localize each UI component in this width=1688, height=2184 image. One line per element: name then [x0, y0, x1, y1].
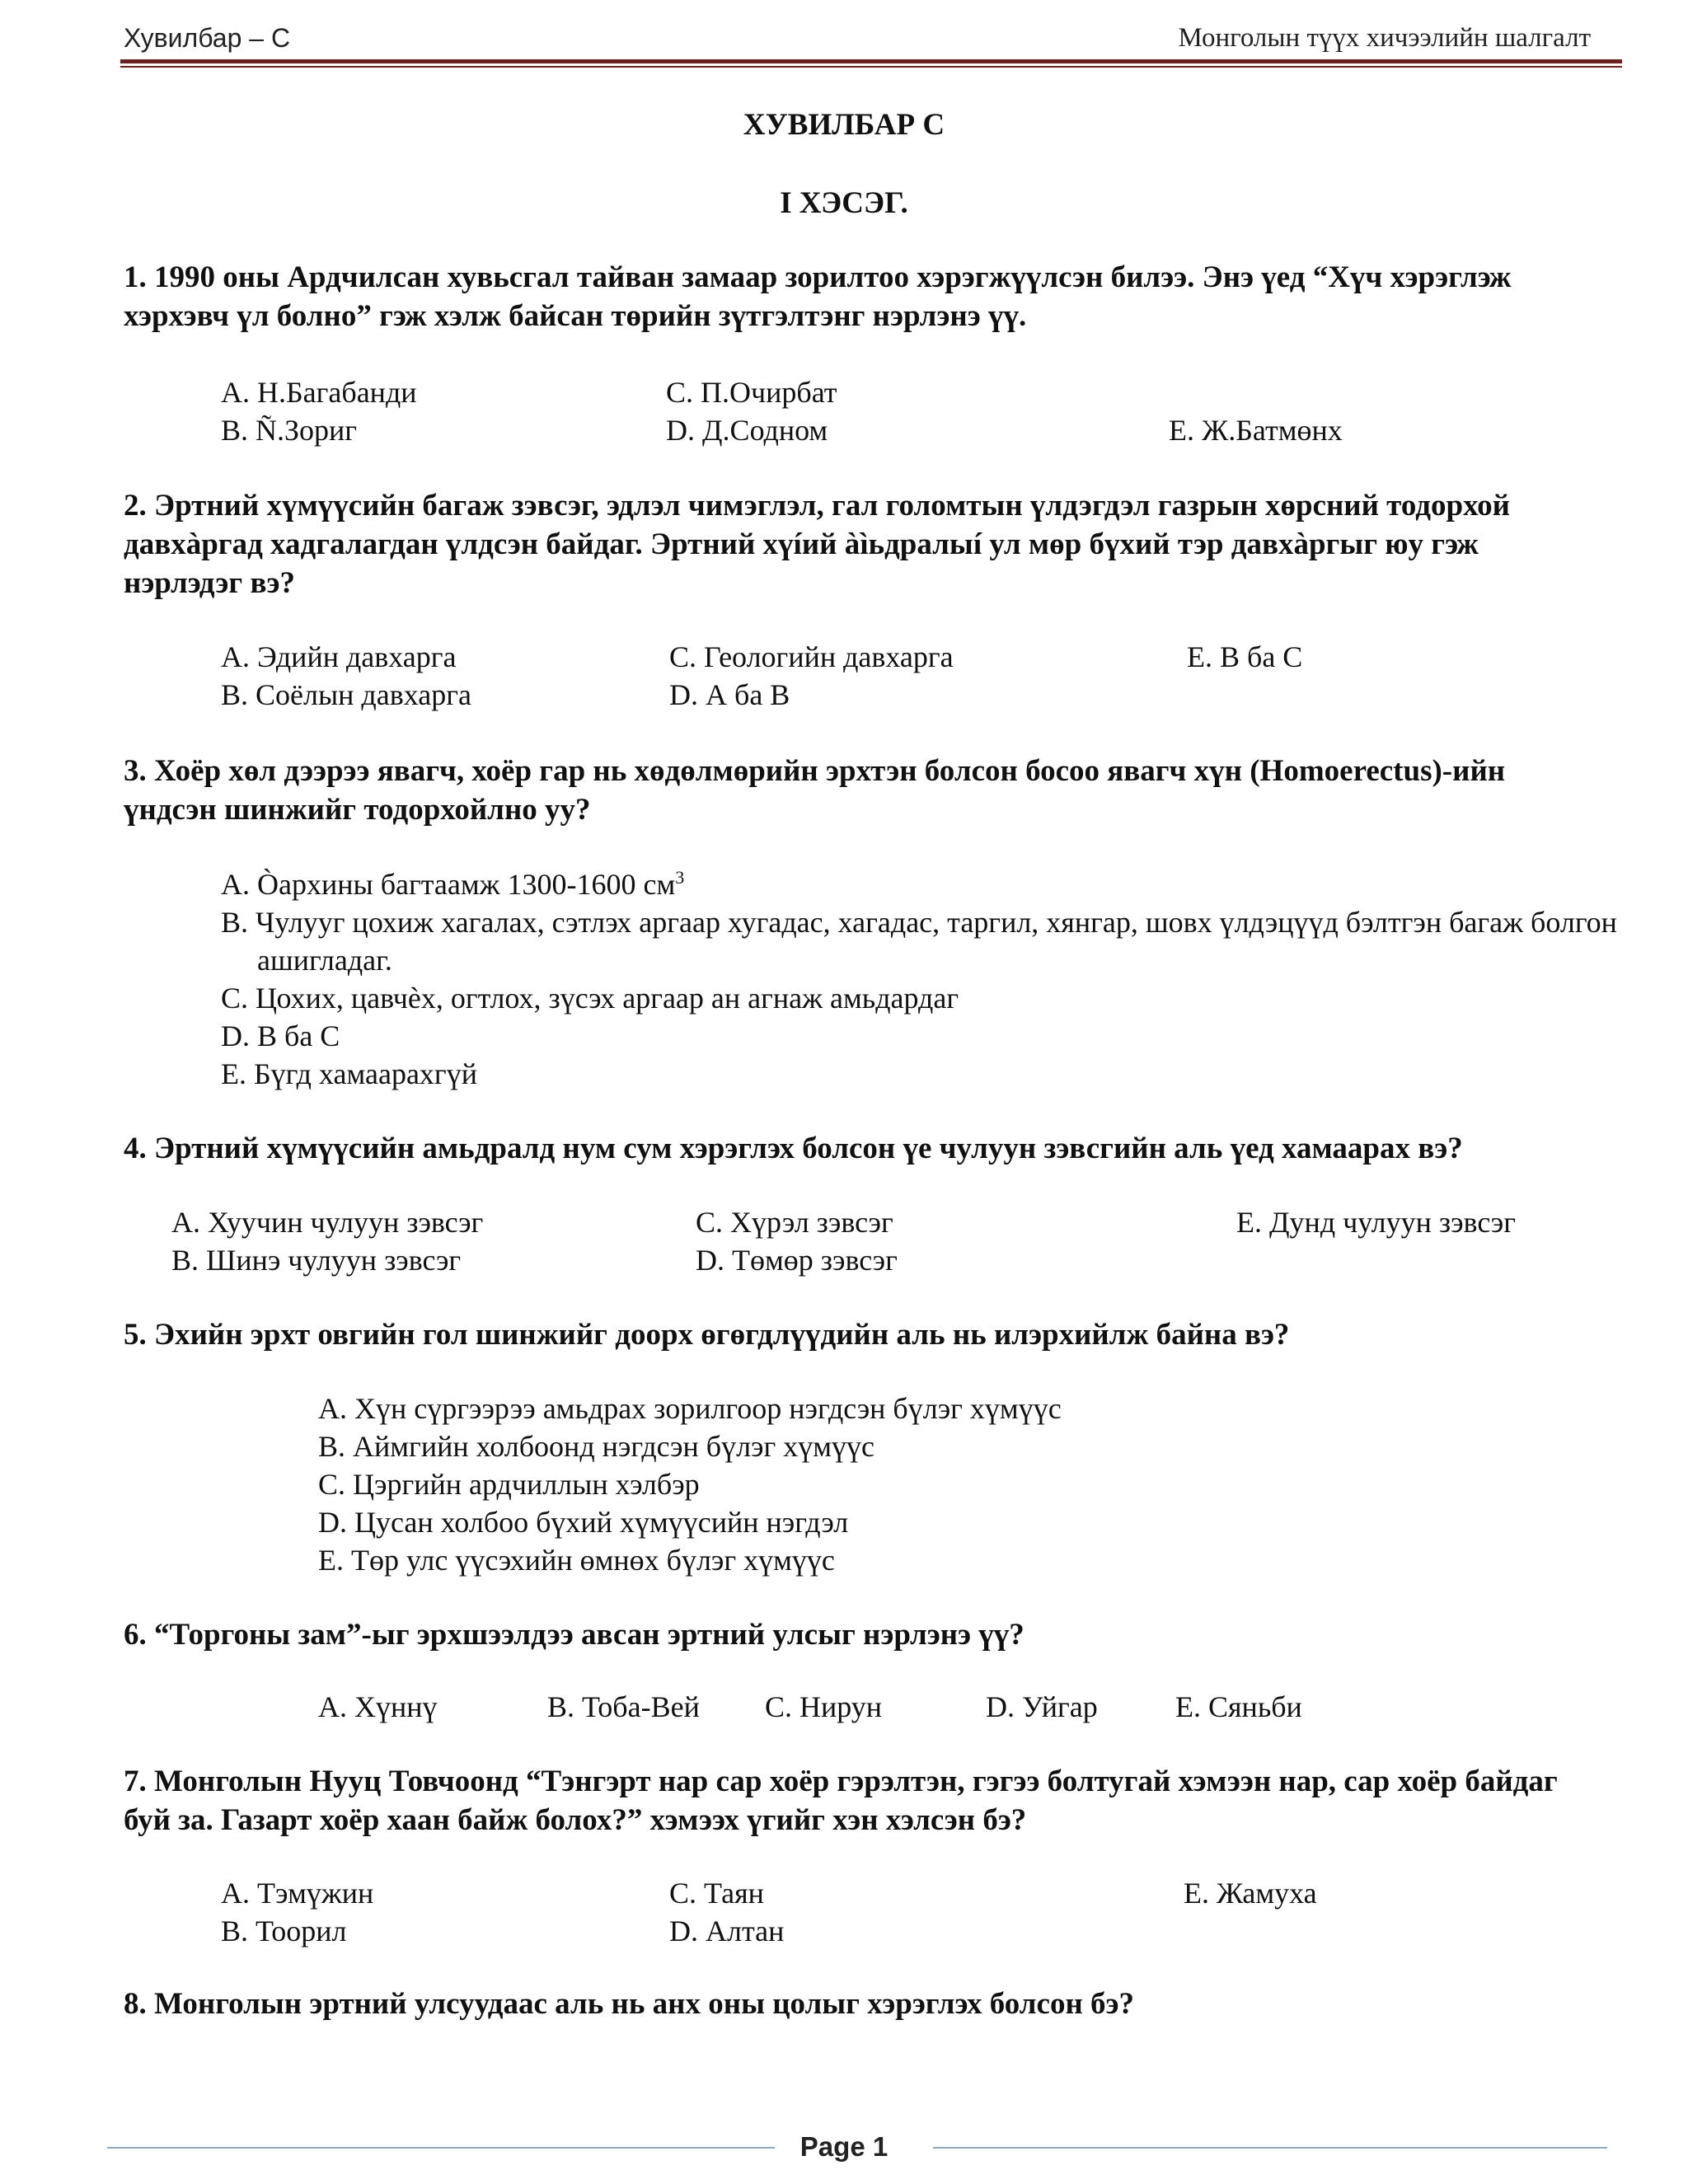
question-7: 7. Монголын Нууц Товчоонд “Тэнгэрт нар сар хоёр гэрэлтэн, гэгээ болтугай хэмээн нар, сар хоёр байдаг буй за. Газарт хоёр хаан байж болох?” хэмээх үгийг хэн хэлсэн бэ? [124, 1765, 1558, 1837]
page-number: Page 1 [799, 2131, 889, 2162]
header-rule-thin [120, 66, 1622, 68]
q4-option-c: С. Хүрэл зэвсэг [696, 1206, 893, 1239]
q6-option-d: D. Уйгар [986, 1690, 1098, 1723]
q1-option-d: D. Д.Содном [666, 414, 828, 447]
question-6: 6. “Торгоны зам”-ыг эрхшээлдээ авсан эртний улсыг нэрлэнэ үү? [124, 1618, 1025, 1652]
question-4: 4. Эртний хүмүүсийн амьдралд нум сум хэрэглэх болсон үе чулуун зэвсгийн аль үед хамаарах вэ? [124, 1132, 1463, 1165]
q7-option-a: А. Тэмүжин [221, 1877, 374, 1910]
question-1: 1. 1990 оны Ардчилсан хувьсгал тайван замаар зорилтоо хэрэгжүүлсэн билээ. Энэ үед “Хүч хэрэглэж хэрхэвч үл болно” гэж хэлж байсан төрийн зүтгэлтэнг нэрлэнэ үү. [124, 260, 1512, 333]
q2-option-c: С. Геологийн давхарга [669, 640, 954, 673]
q7-option-e: Е. Жамуха [1184, 1877, 1317, 1910]
question-8: 8. Монголын эртний улсуудаас аль нь анх оны цолыг хэрэглэх болсон бэ? [124, 1987, 1135, 2021]
header-subject-label: Монголын түүх хичээлийн шалгалт [1178, 23, 1591, 53]
q3-option-d: D. В ба С [221, 1019, 340, 1052]
q5-option-a: А. Хүн сүргээрээ амьдрах зорилгоор нэгдсэн бүлэг хүмүүс [318, 1392, 1062, 1425]
q2-option-e: Е. В ба С [1187, 640, 1303, 673]
q7-option-d: D. Алтан [669, 1915, 785, 1947]
question-5: 5. Эхийн эрхт овгийн гол шинжийг доорх өгөгдлүүдийн аль нь илэрхийлж байна вэ? [124, 1318, 1290, 1352]
q1-option-a: А. Н.Багабанди [221, 376, 417, 409]
q3-option-a [221, 865, 684, 903]
question-3: 3. Хоёр хөл дээрээ явагч, хоёр гар нь хөдөлмөрийн эрхтэн болсон босоо явагч хүн (Homoerectus)-ийн үндсэн шинжийг тодорхойлно уу? [124, 754, 1506, 827]
q7-option-c: С. Таян [669, 1877, 764, 1910]
q3-option-c: С. Цохих, цавчèх, огтлох, зүсэх аргаар ан агнаж амьдардаг [221, 982, 959, 1015]
q5-option-e: Е. Төр улс үүсэхийн өмнөх бүлэг хүмүүс [318, 1544, 835, 1577]
header-rule [120, 59, 1622, 63]
q6-option-a: А. Хүннү [318, 1690, 438, 1723]
q4-option-e: Е. Дунд чулуун зэвсэг [1236, 1206, 1516, 1239]
q2-option-b: В. Соёлын давхарга [221, 678, 471, 711]
q5-option-b: В. Аймгийн холбоонд нэгдсэн бүлэг хүмүүс [318, 1430, 875, 1463]
q5-option-d: D. Цусан холбоо бүхий хүмүүсийн нэгдэл [318, 1506, 849, 1539]
section-title: I ХЭСЭГ. [780, 186, 908, 220]
q6-option-e: Е. Сяньби [1175, 1690, 1302, 1723]
q3-option-e: Е. Бүгд хамаарахгүй [221, 1057, 477, 1090]
q1-option-e: Е. Ж.Батмөнх [1169, 414, 1343, 447]
question-2: 2. Эртний хүмүүсийн багаж зэвсэг, эдлэл чимэглэл, гал голомтын үлдэгдэл газрын хөрсний тодорхой давхàргад хадгалагдан үлдсэн байдаг. Эртний хүíий àìьдралыí ул мөр бүхий тэр давхàргыг юу гэж нэрлэдэг вэ? [124, 489, 1510, 600]
q6-option-b: В. Тоба-Вей [547, 1690, 700, 1723]
q3-option-a-superscript: 3 [675, 867, 685, 888]
q2-option-a: А. Эдийн давхарга [221, 640, 457, 673]
q3-option-a-text: А. Òархины багтаамж 1300-1600 см [221, 868, 676, 901]
q3-option-b: В. Чулууг цохиж хагалах, сэтлэх аргаар хугадас, хагадас, таргил, хянгар, шовх үлдэцүүд бэлтгэн багаж болгон ашигладаг. [221, 906, 1617, 977]
header-variant-label: Хувилбар – С [124, 23, 291, 53]
document-title: ХУВИЛБАР С [743, 108, 945, 142]
q4-option-d: D. Төмөр зэвсэг [696, 1244, 898, 1277]
q6-option-c: С. Нирун [765, 1690, 883, 1723]
q4-option-a: А. Хуучин чулуун зэвсэг [171, 1206, 484, 1239]
q7-option-b: В. Тоорил [221, 1915, 347, 1947]
q4-option-b: В. Шинэ чулуун зэвсэг [171, 1244, 462, 1277]
q1-option-b: B. Ñ.Зориг [221, 414, 358, 447]
q5-option-c: С. Цэргийн ардчиллын хэлбэр [318, 1468, 700, 1501]
q1-option-c: С. П.Очирбат [666, 376, 837, 409]
q2-option-d: D. А ба В [669, 678, 790, 711]
